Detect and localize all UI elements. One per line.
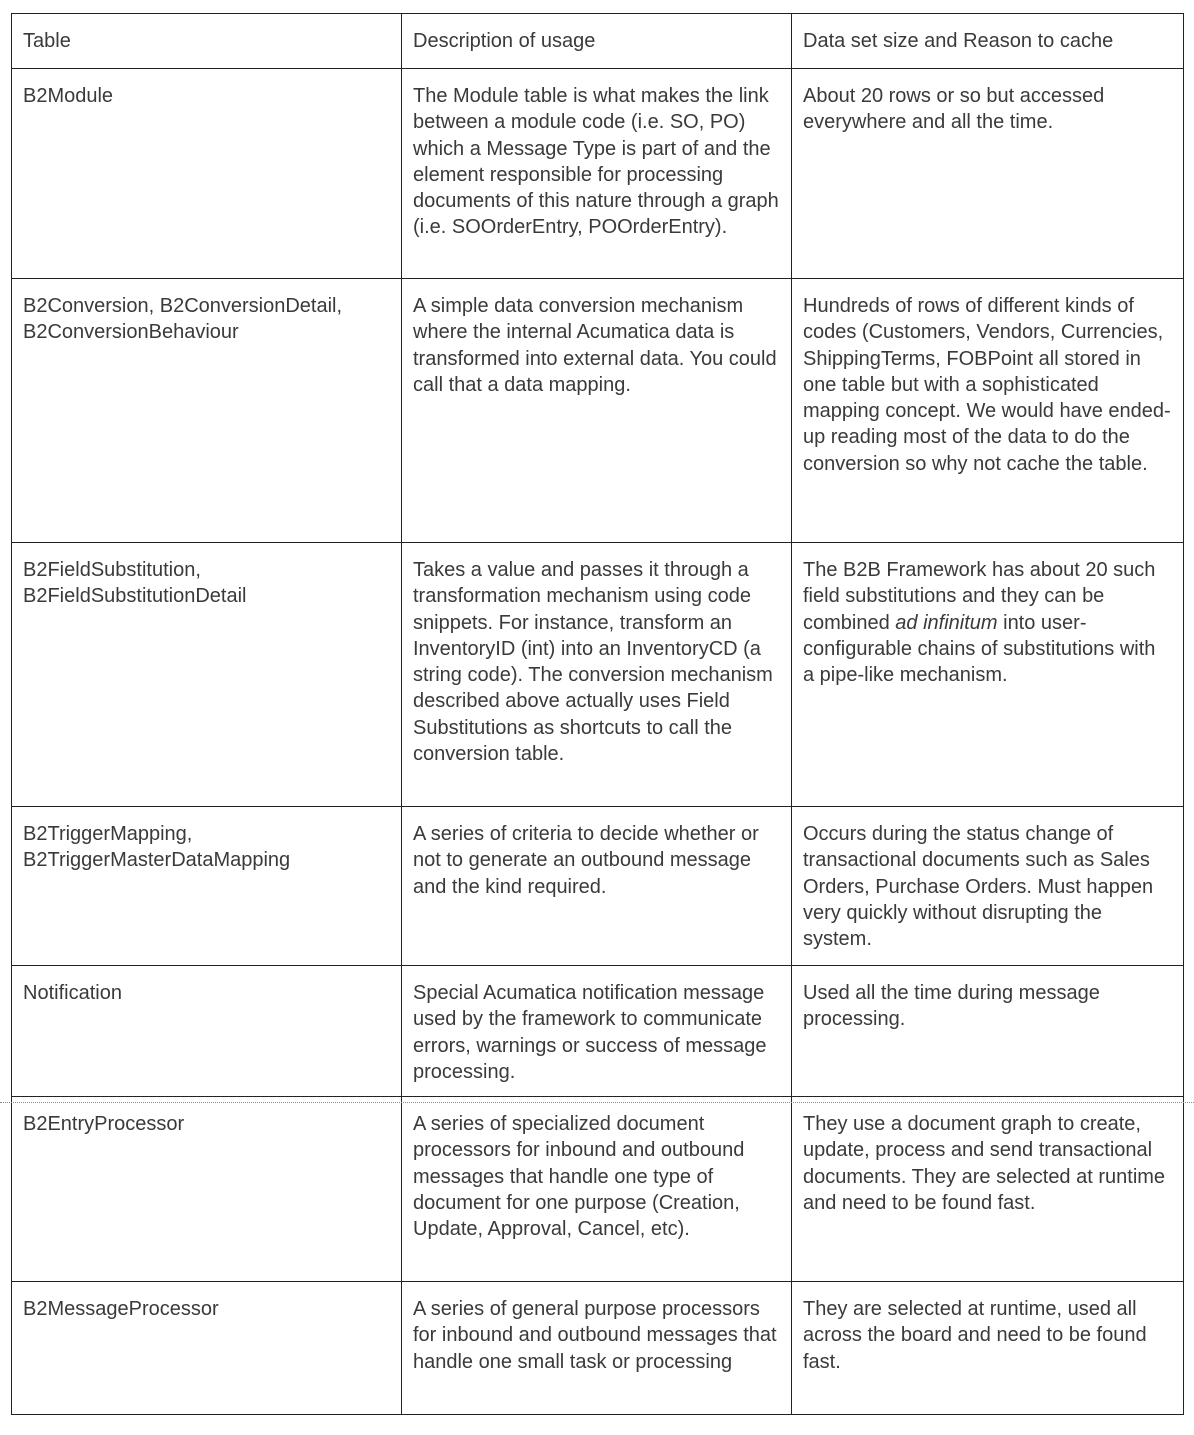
table-row	[12, 1282, 1184, 1415]
cell-description: Special Acumatica notification message used by the framework to communicate errors, warnings or success of message processing.	[402, 966, 792, 1097]
cache-tables-table	[11, 13, 1184, 1415]
cell-reason: Hundreds of rows of different kinds of codes (Customers, Vendors, Currencies, ShippingTerms, FOBPoint all stored in one table but with a sophisticated mapping concept. We would have ended-up reading most of the data to do the conversion so why not cache the table.	[792, 279, 1184, 543]
cell-description: A series of specialized document processors for inbound and outbound messages that handle one type of document for one purpose (Creation, Update, Approval, Cancel, etc).	[402, 1097, 792, 1282]
table-row	[12, 966, 1184, 1097]
cell-reason: Occurs during the status change of transactional documents such as Sales Orders, Purchase Orders. Must happen very quickly without disrupting the system.	[792, 807, 1184, 966]
cell-table-name: B2Module	[12, 69, 402, 279]
cell-reason: They use a document graph to create, update, process and send transactional documents. They are selected at runtime and need to be found fast.	[792, 1097, 1184, 1282]
cell-description: A simple data conversion mechanism where the internal Acumatica data is transformed into external data. You could call that a data mapping.	[402, 279, 792, 543]
table-row	[12, 543, 1184, 807]
cell-description: The Module table is what makes the link between a module code (i.e. SO, PO) which a Message Type is part of and the element responsible for processing documents of this nature through a graph (i.e. SOOrderEntry, POOrderEntry).	[402, 69, 792, 279]
cell-table-name: Notification	[12, 966, 402, 1097]
table-row	[12, 1097, 1184, 1282]
table-header-row	[12, 14, 1184, 69]
header-table: Table	[12, 14, 402, 69]
cell-table-name: B2Conversion, B2ConversionDetail, B2ConversionBehaviour	[12, 279, 402, 543]
reason-text-before: The B2B Framework has about 20 such field substitutions and they can be combined	[803, 559, 1156, 634]
reason-text-italic: ad infinitum	[895, 611, 998, 634]
page-break-line	[0, 1102, 1194, 1103]
cell-table-name: B2EntryProcessor	[12, 1097, 402, 1282]
header-description: Description of usage	[402, 14, 792, 69]
table-row	[12, 807, 1184, 966]
header-reason: Data set size and Reason to cache	[792, 14, 1184, 69]
cell-table-name: B2TriggerMapping, B2TriggerMasterDataMapping	[12, 807, 402, 966]
cell-table-name: B2FieldSubstitution, B2FieldSubstitutionDetail	[12, 543, 402, 807]
table-row	[12, 69, 1184, 279]
cell-description: Takes a value and passes it through a transformation mechanism using code snippets. For instance, transform an InventoryID (int) into an InventoryCD (a string code). The conversion mechanism described above actually uses Field Substitutions as shortcuts to call the conversion table.	[402, 543, 792, 807]
cell-description: A series of general purpose processors for inbound and outbound messages that handle one small task or processing	[402, 1282, 792, 1415]
cell-reason: They are selected at runtime, used all across the board and need to be found fast.	[792, 1282, 1184, 1415]
reason-text-after: into user-configurable chains of substitutions with a pipe-like mechanism.	[803, 611, 1156, 687]
cache-tables-document	[11, 13, 1183, 1415]
cell-description: A series of criteria to decide whether or not to generate an outbound message and the kind required.	[402, 807, 792, 966]
table-row	[12, 279, 1184, 543]
cell-reason: About 20 rows or so but accessed everywhere and all the time.	[792, 69, 1184, 279]
cell-reason	[792, 543, 1184, 807]
cell-table-name: B2MessageProcessor	[12, 1282, 402, 1415]
cell-reason: Used all the time during message processing.	[792, 966, 1184, 1097]
